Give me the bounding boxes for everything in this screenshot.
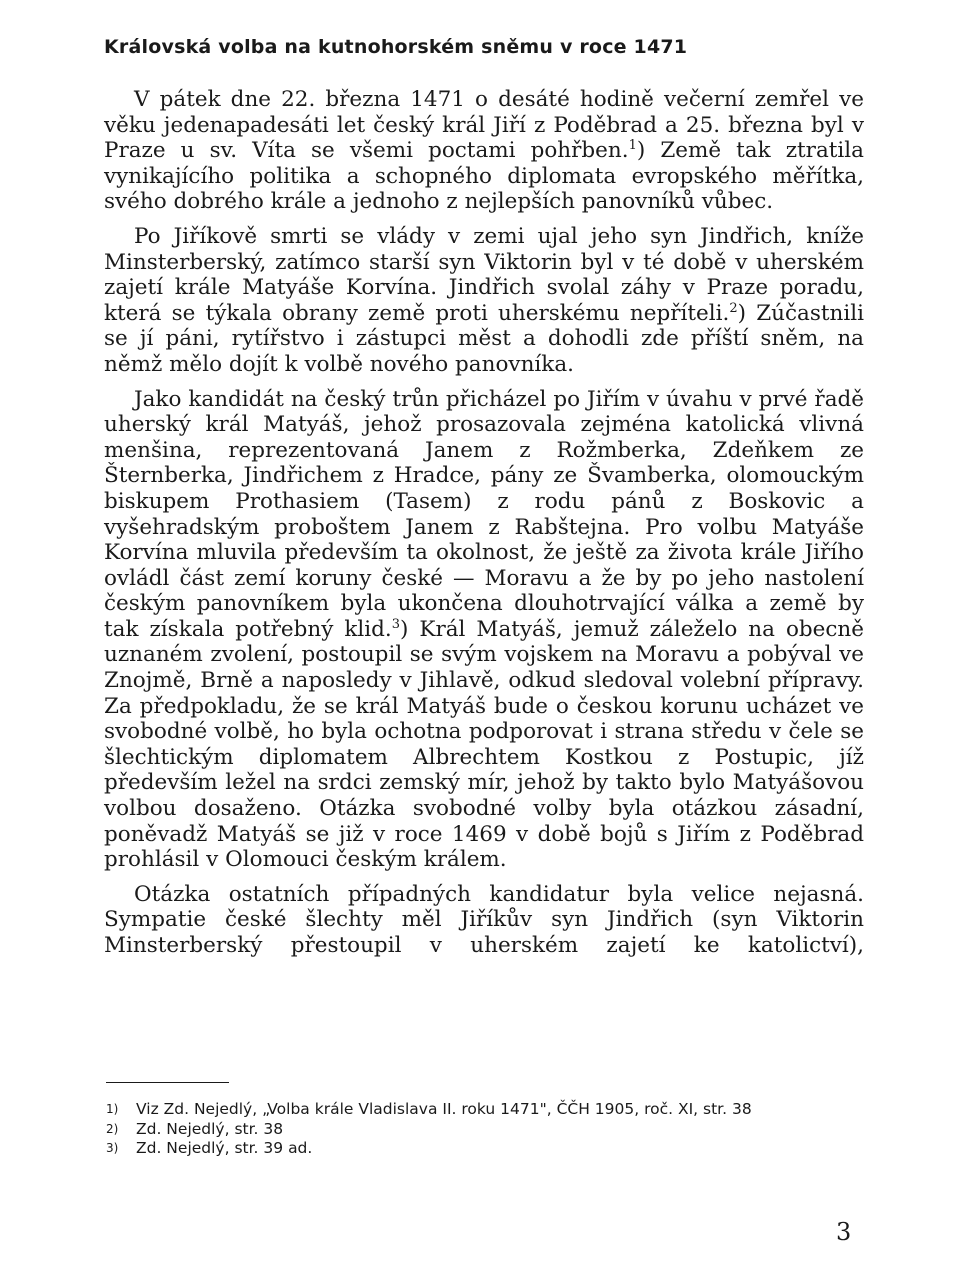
chapter-heading: Královská volba na kutnohorském sněmu v roce 1471 — [104, 36, 688, 58]
paragraph-text: ) Zúčastnili se jí páni, rytířstvo i zástupci měst a dohodli zde příští sněm, na němž mělo dojít k volbě nového panovníka. — [104, 300, 864, 377]
footnote-text: Viz Zd. Nejedlý, „Volba krále Vladislava II. roku 1471", ČČH 1905, roč. XI, str. 38 — [136, 1100, 752, 1118]
paragraph-text: Po Jiříkově smrti se vlády v zemi ujal jeho syn Jindřich, kníže Minsterberský, zatímco starší syn Viktorin byl v té době v uherském zajetí krále Matyáše Korvína. Jindřich svolal záhy v Praze poradu, která se týkala obrany země proti uherskému nepříteli. — [104, 223, 864, 326]
footnote-2 — [106, 1120, 860, 1140]
footnote-ref-2[interactable]: 2 — [729, 300, 738, 316]
footnote-text: Zd. Nejedlý, str. 38 — [136, 1119, 284, 1138]
footnote-3 — [106, 1139, 860, 1159]
footnote-mark: 2) — [106, 1121, 119, 1136]
paragraph-1 — [104, 87, 864, 215]
footnote-separator — [106, 1082, 229, 1083]
page-body — [104, 36, 864, 959]
paragraph-text: ) Král Matyáš, jemuž záleželo na obecně uznaném zvolení, postoupil se svým vojskem na Moravu a pobýval ve Znojmě, Brně a naposledy v Jihlavě, odkud sledoval volební přípravy. Za předpokladu, že se král Matyáš bude o českou korunu ucházet ve svobodné volbě, ho byla ochotna podporovat i strana středu v čele se šlechtickým diplomatem Albrechtem Kostkou z Postupic, jíž především ležel na srdci zemský mír, jehož by takto bylo Matyášovou volbou dosaženo. Otázka svobodné volby byla otázkou zásadní, poněvadž Matyáš se již v roce 1469 v době bojů s Jiřím z Poděbrad prohlásil v Olomouci českým králem. — [104, 616, 864, 873]
paragraph-text: V pátek dne 22. března 1471 o desáté hodině večerní zemřel ve věku jedenapadesáti let český král Jiří z Poděbrad a 25. března byl v Praze u sv. Víta se všemi poctami pohřben. — [104, 87, 864, 164]
paragraph-text: ) Země tak ztratila vynikajícího politika a schopného diplomata evropského měřítka, svého dobrého krále a jednoho z nejlepších panovníků vůbec. — [104, 138, 864, 215]
footnote-1 — [106, 1100, 860, 1120]
footnotes — [106, 1100, 860, 1159]
paragraph-text: Jako kandidát na český trůn přicházel po Jiřím v úvahu v prvé řadě uherský král Matyáš, jehož prosazovala zejména katolická vlivná menšina, reprezentovaná Janem z Rožmberka, Zdeňkem ze Šternberka, Jindřichem z Hradce, pány ze Švamberka, olomouckým biskupem Prothasiem (Tasem) z rodu pánů z Boskovic a vyšehradským proboštem Janem z Rabštejna. Pro volbu Matyáše Korvína mluvila především ta okolnost, že ještě za života krále Jiřího ovládl část zemí koruny české — Moravu a že by po jeho nastolení českým panovníkem byla ukončena dlouhotrvající válka a země by tak získala potřebný klid. — [104, 386, 864, 642]
footnote-mark: 3) — [106, 1141, 119, 1155]
footnote-ref-3[interactable]: 3 — [391, 616, 401, 632]
footnote-ref-1[interactable]: 1 — [628, 138, 637, 154]
footnote-mark: 1) — [106, 1102, 119, 1116]
paragraph-3 — [104, 387, 864, 873]
paragraph-4 — [104, 882, 864, 959]
paragraph-text: Otázka ostatních případných kandidatur byla velice nejasná. Sympatie české šlechty měl Jiříkův syn Jindřich (syn Viktorin Minsterberský přestoupil v uherském zajetí ke katolictví), — [104, 881, 864, 958]
page-number: 3 — [836, 1218, 852, 1246]
footnote-text: Zd. Nejedlý, str. 39 ad. — [136, 1139, 313, 1157]
paragraph-2 — [104, 224, 864, 378]
